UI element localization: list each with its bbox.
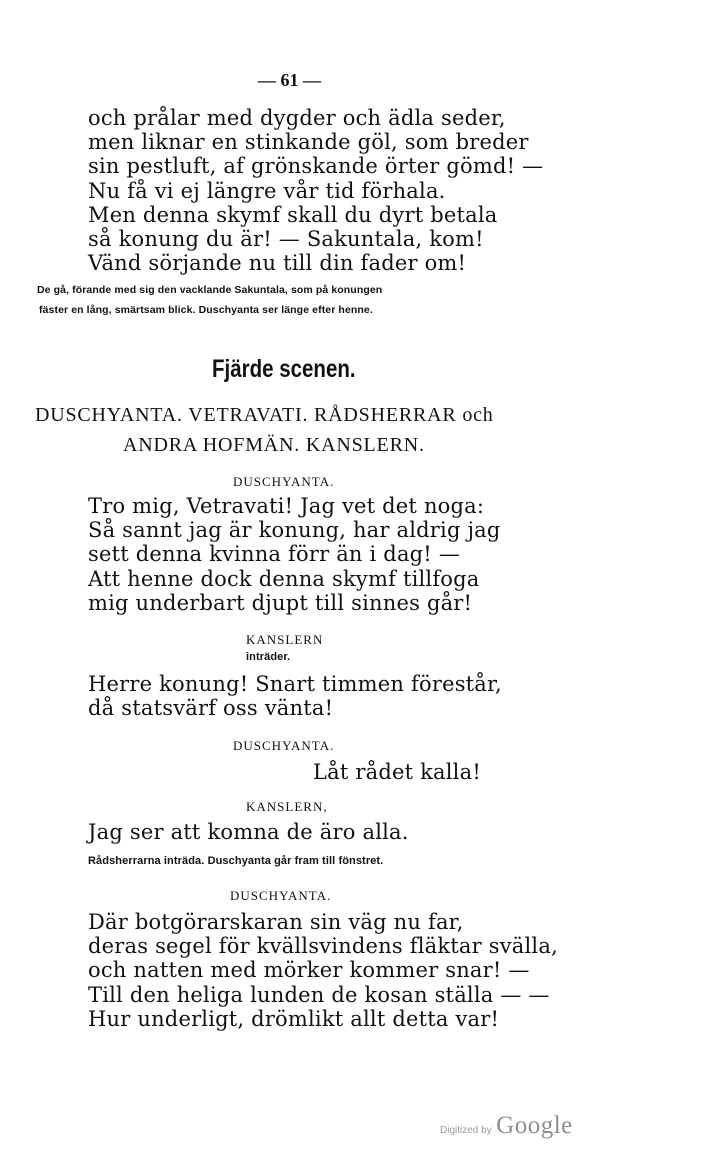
verse-line: Nu få vi ej längre vår tid förhala. [88, 178, 446, 203]
digitized-by-google-watermark [440, 1112, 573, 1140]
verse-line: men liknar en stinkande göl, som breder [88, 130, 529, 155]
verse-line: Hur underligt, drömlikt allt detta var! [88, 1006, 500, 1031]
speaker-kanslern-direction: inträder. [246, 651, 291, 663]
verse-line: Så sannt jag är konung, har aldrig jag [88, 518, 501, 543]
stage-direction-exit [37, 280, 382, 320]
cast-line: DUSCHYANTA. VETRAVATI. RÅDSHERRAR och [35, 404, 494, 426]
page-number: — 61 — [258, 70, 321, 90]
verse-line-rad: Låt rådet kalla! [313, 760, 481, 784]
verse-line: då statsvärf oss vänta! [88, 696, 334, 721]
verse-line: Att henne dock denna skymf tillfoga [88, 566, 480, 591]
verse-line: Herre konung! Snart timmen förestår, [88, 672, 502, 696]
verse-block-closing [88, 910, 558, 1031]
digitized-by-label: Digitized by [440, 1125, 492, 1136]
stage-direction-enter: Rådsherrarna inträda. Duschyanta går fram till fönstret. [88, 855, 384, 867]
speaker-duschyanta: DUSCHYANTA. [233, 738, 335, 753]
verse-line-komna: Jag ser att komna de äro alla. [88, 820, 409, 844]
stage-direction-line: De gå, förande med sig den vacklande Sakuntala, som på konungen [37, 284, 383, 296]
google-logo: Google [496, 1112, 573, 1139]
verse-line: sett denna kvinna förr än i dag! — [88, 542, 461, 567]
verse-line: och prålar med dygder och ädla seder, [88, 106, 506, 130]
verse-line: Till den heliga lunden de kosan ställa — — [88, 982, 550, 1007]
verse-line: Där botgörarskaran sin väg nu far, [88, 910, 464, 934]
verse-line: Tro mig, Vetravati! Jag vet det noga: [88, 494, 485, 518]
verse-line: sin pestluft, af grönskande örter gömd! — [88, 154, 544, 179]
verse-line: mig underbart djupt till sinnes går! [88, 590, 473, 615]
verse-line: så konung du är! — Sakuntala, kom! [88, 226, 484, 251]
verse-block-top [88, 106, 543, 275]
speaker-duschyanta: DUSCHYANTA. [230, 888, 332, 903]
verse-block-duschyanta [88, 494, 501, 615]
verse-line: Men denna skymf skall du dyrt betala [88, 202, 498, 227]
speaker-kanslern: KANSLERN [246, 632, 324, 647]
verse-line: och natten med mörker kommer snar! — [88, 958, 530, 983]
cast-list [35, 400, 494, 460]
verse-line: Vänd sörjande nu till din fader om! [88, 251, 467, 276]
speaker-duschyanta: DUSCHYANTA. [233, 474, 335, 489]
speaker-kanslern: KANSLERN, [246, 799, 328, 814]
verse-line: deras segel för kvällsvindens fläktar svälla, [88, 934, 558, 959]
verse-block-kanslern [88, 672, 502, 720]
cast-line: ANDRA HOFMÄN. KANSLERN. [123, 434, 425, 456]
scene-title: Fjärde scenen. [212, 355, 356, 383]
stage-direction-line: fäster en lång, smärtsam blick. Duschyanta ser länge efter henne. [39, 304, 373, 316]
